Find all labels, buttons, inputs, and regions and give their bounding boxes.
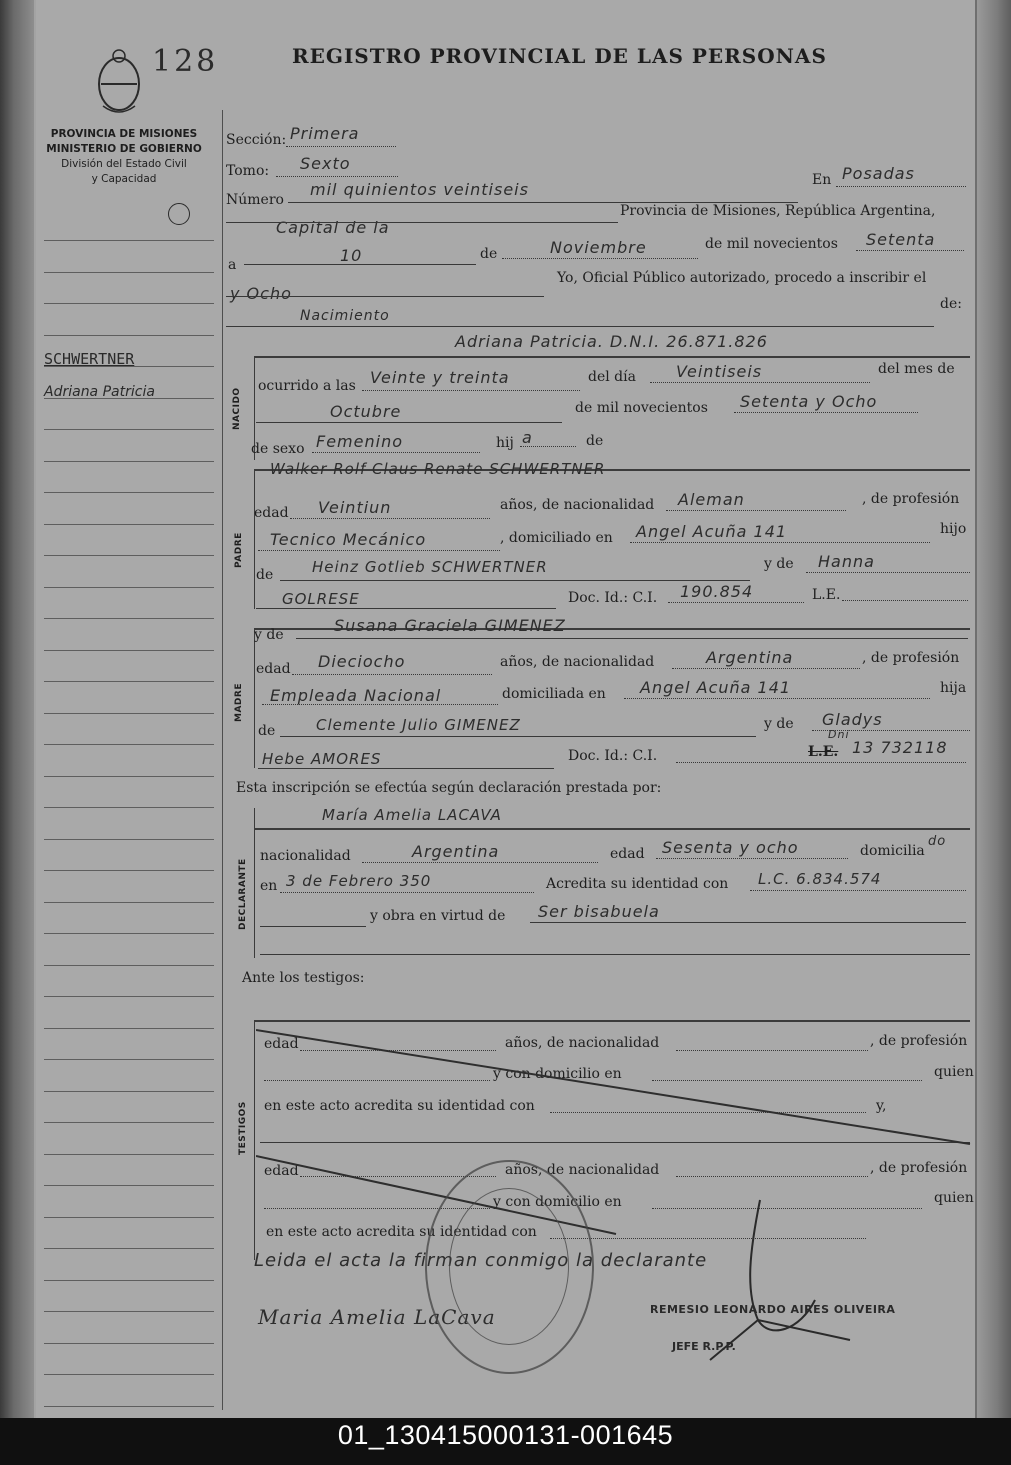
en-value: Posadas <box>842 164 915 183</box>
margin-ruled-line <box>44 1311 214 1312</box>
madre-edad-underline <box>292 674 492 675</box>
margin-ruled-line <box>44 1248 214 1249</box>
declarante-virtud: Ser bisabuela <box>538 902 660 921</box>
madre-domicilio-underline <box>624 698 930 699</box>
margin-ruled-line <box>44 524 214 525</box>
declarante-dom-label: domicilia <box>860 843 925 859</box>
declarante-en-label: en <box>260 878 278 894</box>
padre-doc-underline <box>668 602 804 603</box>
declarante-virtud-label: y obra en virtud de <box>370 908 506 924</box>
mes-underline <box>502 258 698 259</box>
declarante-name: María Amelia LACAVA <box>322 806 502 824</box>
madre-prof-label: , de profesión <box>862 650 960 666</box>
dia-underline <box>244 264 476 265</box>
padre-nac-label: años, de nacionalidad <box>500 497 655 513</box>
margin-ruled-line <box>44 1374 214 1375</box>
declarante-virtud-underline <box>530 922 966 923</box>
official-role-stamp: JEFE R.P.P. <box>672 1340 736 1353</box>
anio-label: de mil novecientos <box>705 236 838 252</box>
madre-de-label: de <box>258 723 276 739</box>
nacido-top-rule <box>254 356 970 358</box>
declarante-virtud-lead-line <box>260 926 366 927</box>
padre-edad-value: Veintiun <box>318 498 392 517</box>
padre-abuela-apellido: GOLRESE <box>282 590 360 608</box>
nacido-section-label: NACIDO <box>232 387 242 430</box>
madre-section-label: MADRE <box>234 683 244 722</box>
hora-underline <box>362 390 580 391</box>
margin-given-names: Adriana Patricia <box>44 384 155 400</box>
padre-profesion: Tecnico Mecánico <box>270 530 427 549</box>
margin-ruled-line <box>44 933 214 934</box>
acto-underline <box>226 326 934 327</box>
padre-abuela-underline <box>806 572 970 573</box>
sexo-underline <box>312 452 480 453</box>
padre-de-label: de <box>256 567 274 583</box>
margin-ruled-line <box>44 996 214 997</box>
testigo1-y-label: y, <box>876 1098 887 1114</box>
madre-y-de-label2: y de <box>764 716 794 732</box>
anio-continuation-underline <box>226 296 544 297</box>
declarante-edad-underline <box>656 858 848 859</box>
padre-section-label: PADRE <box>234 532 244 568</box>
sexo-value: Femenino <box>316 432 403 451</box>
margin-ruled-line <box>44 965 214 966</box>
declarante-intro: Esta inscripción se efectúa según declaración prestada por: <box>236 780 662 796</box>
padre-doc-label: Doc. Id.: C.I. <box>568 590 658 606</box>
testigo2-quien-label: quien <box>934 1190 974 1206</box>
official-round-stamp <box>425 1160 594 1374</box>
madre-name: Susana Graciela GIMENEZ <box>334 616 566 635</box>
testigo2-dom-label: y con domicilio en <box>493 1194 622 1210</box>
declarante-edad: Sesenta y ocho <box>662 838 799 857</box>
testigo1-quien-label: quien <box>934 1064 974 1080</box>
margin-ruled-line <box>44 1185 214 1186</box>
margin-ruled-line <box>44 1217 214 1218</box>
ocurrido-label: ocurrido a las <box>258 378 356 394</box>
padre-name: Walker Rolf Claus Renate SCHWERTNER <box>270 460 606 478</box>
padre-side-rule <box>254 469 255 609</box>
padre-edad-underline <box>290 518 490 519</box>
testigos-side-rule <box>254 1020 255 1260</box>
acto-value: Nacimiento <box>300 308 390 324</box>
madre-doc-label: Doc. Id.: C.I. <box>568 748 658 764</box>
hijo-label: hij <box>496 435 514 451</box>
margin-ruled-line <box>44 1280 214 1281</box>
testigo1-nac-label: años, de nacionalidad <box>505 1035 660 1051</box>
scan-file-id: 01_130415000131-001645 <box>337 1420 674 1450</box>
closing-text: Leida el acta la firman conmigo la declarante <box>254 1250 708 1271</box>
next-page-edge <box>975 0 1011 1418</box>
margin-ruled-line <box>44 681 214 682</box>
margin-ruled-line <box>44 1091 214 1092</box>
nacido-de-label: de <box>586 433 604 449</box>
padre-le-underline <box>842 600 968 601</box>
madre-hija-label: hija <box>940 680 967 696</box>
padre-profesion-underline <box>258 550 500 551</box>
margin-ruled-line <box>44 1343 214 1344</box>
madre-doc-underline <box>676 762 966 763</box>
padre-edad-label: edad <box>254 505 289 521</box>
declarante-acredita-label: Acredita su identidad con <box>546 876 729 892</box>
margin-ruled-line <box>44 1406 214 1407</box>
margin-ruled-line <box>44 807 214 808</box>
nacido-anio-label: de mil novecientos <box>575 400 708 416</box>
margin-ruled-line <box>44 1154 214 1155</box>
padre-doc-value: 190.854 <box>680 582 754 601</box>
testigo2-edad-label: edad <box>264 1163 299 1179</box>
madre-abuelo: Clemente Julio GIMENEZ <box>316 716 521 734</box>
margin-ruled-line <box>44 303 214 304</box>
tomo-label: Tomo: <box>226 163 270 179</box>
declarante-nac-label: nacionalidad <box>260 848 351 864</box>
nacido-dia-value: Veintiseis <box>676 362 763 381</box>
madre-abuela-apellido: Hebe AMORES <box>262 750 382 768</box>
margin-ruled-line <box>44 429 214 430</box>
issuing-authority <box>38 127 210 187</box>
testigos-section-label: TESTIGOS <box>238 1101 248 1155</box>
nacido-name: Adriana Patricia. D.N.I. 26.871.826 <box>455 332 768 351</box>
declarante-bottom-rule <box>260 954 970 955</box>
margin-ruled-line <box>44 461 214 462</box>
numero-label: Número <box>226 192 284 208</box>
tomo-value: Sexto <box>300 154 351 173</box>
book-binding <box>0 0 34 1418</box>
authority-capacity: y Capacidad <box>91 173 157 185</box>
margin-ruled-line <box>44 555 214 556</box>
testigo2-nac-label: años, de nacionalidad <box>505 1162 660 1178</box>
anio-underline <box>856 250 964 251</box>
de-label: de <box>480 246 498 262</box>
declarante-nacionalidad: Argentina <box>412 842 500 861</box>
declarante-nac-underline <box>362 862 598 863</box>
padre-prof-label: , de profesión <box>862 491 960 507</box>
margin-ruled-line <box>44 1059 214 1060</box>
madre-profesion-underline <box>262 704 498 705</box>
madre-abuelo-underline <box>280 736 756 737</box>
padre-nac-underline <box>666 510 846 511</box>
madre-abuela-apellido-underline <box>258 768 554 769</box>
madre-nac-underline <box>672 668 860 669</box>
margin-ruled-line <box>44 650 214 651</box>
declarante-domicilio: 3 de Febrero 350 <box>286 872 432 890</box>
del-mes-label: del mes de <box>878 361 955 377</box>
en-underline <box>836 186 966 187</box>
margin-surname: SCHWERTNER <box>44 350 135 368</box>
madre-le-label: L.E. <box>808 744 839 760</box>
padre-domicilio: Angel Acuña 141 <box>636 522 788 541</box>
margin-ruled-line <box>44 618 214 619</box>
padre-abuela-apellido-underline <box>256 608 556 609</box>
margin-ruled-line <box>44 902 214 903</box>
padre-hijo-label: hijo <box>940 521 967 537</box>
margin-ruled-line <box>44 1122 214 1123</box>
declarante-section-label: DECLARANTE <box>238 858 248 930</box>
declarante-documento: L.C. 6.834.574 <box>758 870 882 888</box>
padre-domicilio-underline <box>630 542 930 543</box>
numero-value: mil quinientos veintiseis <box>310 180 529 199</box>
madre-y-de-label: y de <box>254 627 284 643</box>
madre-domicilio: Angel Acuña 141 <box>640 678 792 697</box>
page-number: 128 <box>152 44 219 79</box>
place-underline <box>226 222 618 223</box>
testigos-intro: Ante los testigos: <box>242 970 365 986</box>
hora-value: Veinte y treinta <box>370 368 510 387</box>
margin-ruled-line <box>44 492 214 493</box>
testigo1-edad-label: edad <box>264 1036 299 1052</box>
madre-nacionalidad: Argentina <box>706 648 794 667</box>
oficial-label: Yo, Oficial Público autorizado, procedo a inscribir el <box>557 270 927 286</box>
declarante-side-rule <box>254 808 255 958</box>
madre-nac-label: años, de nacionalidad <box>500 654 655 670</box>
dia-value: 10 <box>340 246 363 265</box>
margin-ruled-line <box>44 1028 214 1029</box>
provincia-label: Provincia de Misiones, República Argentina, <box>620 203 936 219</box>
declarante-documento-underline <box>750 890 966 891</box>
padre-nacionalidad: Aleman <box>678 490 745 509</box>
declarante-signature: Maria Amelia LaCava <box>258 1305 496 1329</box>
nacido-anio-value: Setenta y Ocho <box>740 392 878 411</box>
authority-division: División del Estado Civil <box>61 158 187 170</box>
margin-ruled-line <box>44 587 214 588</box>
madre-edad-label: edad <box>256 661 291 677</box>
declarante-domicilio-underline <box>280 892 534 893</box>
madre-doc-prefix: Dni <box>828 728 850 741</box>
padre-y-de-label: y de <box>764 556 794 572</box>
nacido-anio-underline <box>734 412 918 413</box>
padre-abuelo-underline <box>280 580 750 581</box>
official-name-stamp: REMESIO LEONARDO AIRES OLIVEIRA <box>650 1303 896 1316</box>
en-label: En <box>812 172 832 188</box>
nacido-mes-value: Octubre <box>330 402 402 421</box>
hijo-underline <box>520 446 576 447</box>
official-signature-scrawl <box>650 1190 880 1370</box>
madre-doc-value: 13 732118 <box>852 738 948 757</box>
testigo1-dom-label: y con domicilio en <box>493 1066 622 1082</box>
tomo-underline <box>276 176 398 177</box>
coat-of-arms-icon <box>93 46 145 116</box>
nacido-mes-underline <box>256 422 562 423</box>
seccion-underline <box>286 146 396 147</box>
testigo1-acredita-label: en este acto acredita su identidad con <box>264 1098 535 1114</box>
margin-ruled-line <box>44 272 214 273</box>
margin-ruled-line <box>44 870 214 871</box>
madre-side-rule <box>254 628 255 768</box>
declarante-top-rule <box>254 828 970 830</box>
del-dia-label: del día <box>588 369 636 385</box>
madre-dom-label: domiciliada en <box>502 686 606 702</box>
testigo2-acredita-label: en este acto acredita su identidad con <box>266 1224 537 1240</box>
padre-abuelo: Heinz Gotlieb SCHWERTNER <box>312 558 548 576</box>
madre-abuela: Gladys <box>822 710 883 729</box>
authority-ministry: MINISTERIO DE GOBIERNO <box>46 143 202 155</box>
padre-le-label: L.E. <box>812 587 841 603</box>
anio-value: Setenta <box>866 230 936 249</box>
acto-de-label: de: <box>940 296 962 312</box>
nacido-dia-underline <box>650 382 870 383</box>
margin-ruled-line <box>44 335 214 336</box>
a-label: a <box>228 257 237 273</box>
sexo-label: de sexo <box>251 441 305 457</box>
madre-edad-value: Dieciocho <box>318 652 406 671</box>
testigo1-prof-label: , de profesión <box>870 1033 968 1049</box>
anio-continuation: y Ocho <box>230 284 292 303</box>
padre-dom-label: , domiciliado en <box>500 530 613 546</box>
margin-ruled-line <box>44 839 214 840</box>
madre-profesion: Empleada Nacional <box>270 686 442 705</box>
testigo2-prof-label: , de profesión <box>870 1160 968 1176</box>
authority-province: PROVINCIA DE MISIONES <box>50 128 198 140</box>
margin-divider <box>222 110 223 1410</box>
mes-value: Noviembre <box>550 238 647 257</box>
hijo-suffix: a <box>522 428 533 447</box>
margin-ruled-line <box>44 713 214 714</box>
margin-check-mark <box>168 203 190 225</box>
document-title: REGISTRO PROVINCIAL DE LAS PERSONAS <box>292 44 827 68</box>
declarante-dom-suffix: do <box>928 834 947 849</box>
madre-name-underline <box>296 638 968 639</box>
seccion-value: Primera <box>290 124 360 143</box>
seccion-label: Sección: <box>226 132 287 148</box>
margin-ruled-line <box>44 776 214 777</box>
place-value: Capital de la <box>276 218 390 237</box>
padre-abuela: Hanna <box>818 552 875 571</box>
margin-ruled-line <box>44 240 214 241</box>
margin-ruled-line <box>44 744 214 745</box>
declarante-edad-label: edad <box>610 846 645 862</box>
